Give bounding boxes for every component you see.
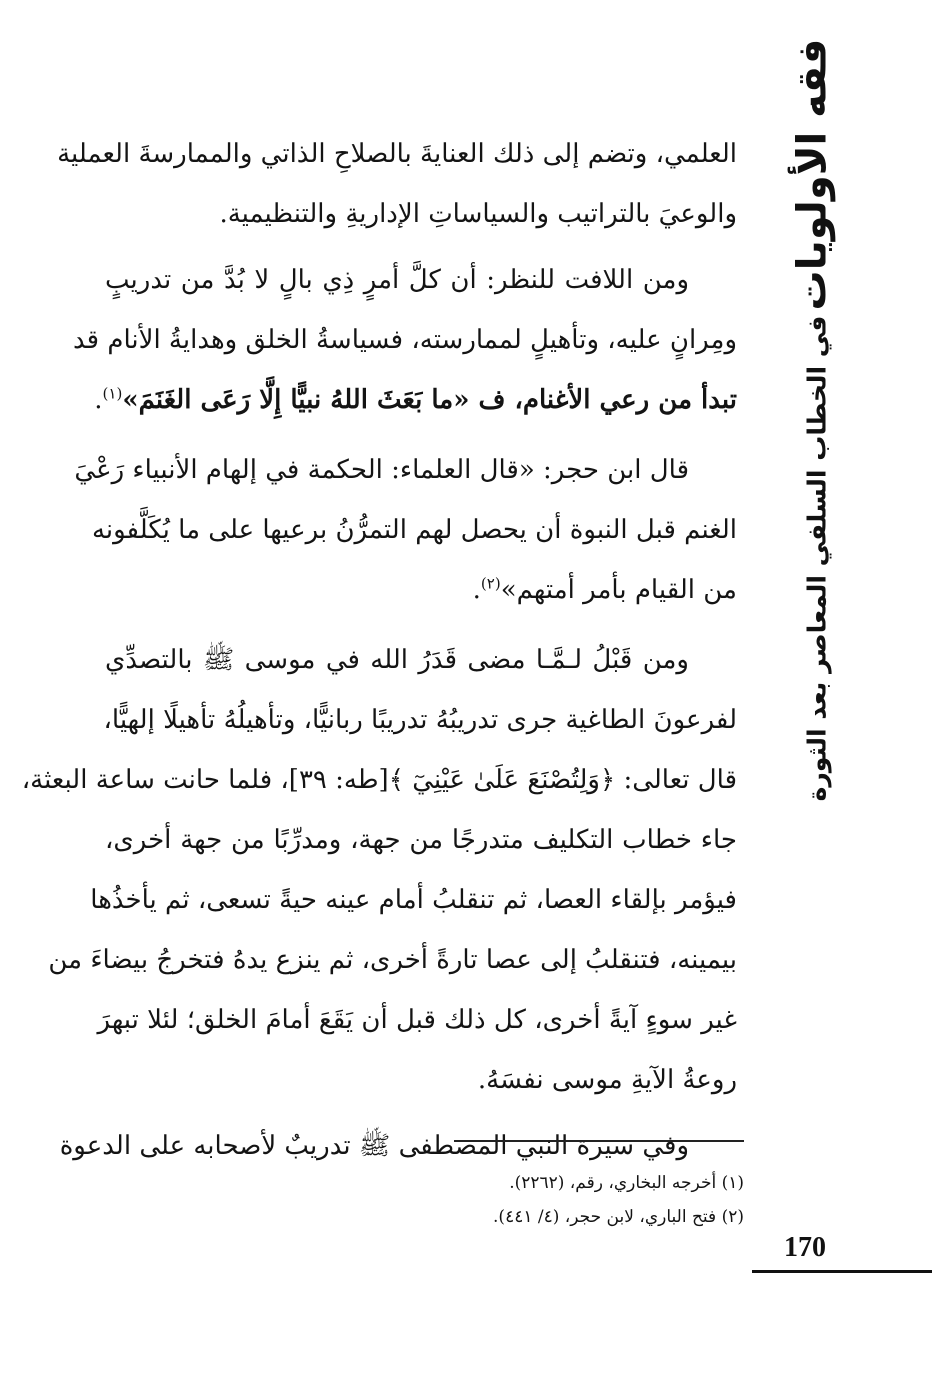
- text-line: بيمينه، فتنقلبُ إلى عصا تارةً أخرى، ثم ينزع يدهُ فتخرجُ بيضاءَ من: [48, 945, 737, 975]
- running-header-text: [789, 39, 835, 802]
- paragraph-start-line: [74, 440, 737, 500]
- text-line: العلمي، وتضم إلى ذلك العنايةَ بالصلاحِ الذاتي والممارسةَ العملية: [57, 139, 737, 169]
- paragraph-start-line: [105, 630, 737, 690]
- text-line: ومن قَبْلُ لـمَّـا مضى قَدَرُ الله في موسى ﷺ بالتصدِّي: [105, 645, 689, 675]
- footnote-divider: [454, 1140, 744, 1142]
- period: .: [94, 385, 103, 415]
- text-line: ومِرانٍ عليه، وتأهيلٍ لممارسته، فسياسةُ الخلق وهدايةُ الأنام قد: [73, 325, 737, 355]
- page-number-rule: [752, 1270, 932, 1273]
- text-line: والوعيَ بالتراتيب والسياساتِ الإداريةِ والتنظيمية.: [219, 199, 737, 229]
- text-line: جاء خطاب التكليف متدرجًا من جهة، ومدرِّبًا من جهة أخرى،: [105, 825, 737, 855]
- book-subtitle: في الخطاب السلفي المعاصر بعد الثورة: [802, 315, 831, 802]
- footnotes: [300, 1166, 744, 1234]
- text-line: فيؤمر بإلقاء العصا، ثم تنقلبُ أمام عينه حيةً تسعى، ثم يأخذُها: [90, 885, 737, 915]
- text-line: روعةُ الآيةِ موسى نفسَهُ.: [477, 1065, 737, 1095]
- text-line: وفي سيرة النبي المصطفى ﷺ تدريبٌ لأصحابه على الدعوة: [59, 1131, 689, 1161]
- book-title: فقه الأولويات: [789, 38, 835, 311]
- footnote-1: (١) أخرجه البخاري، رقم، (٢٢٦٢).: [509, 1173, 744, 1193]
- text-line: قال ابن حجر: «قال العلماء: الحكمة في إلهام الأنبياء رَعْيَ: [74, 455, 689, 485]
- running-header: [768, 38, 856, 802]
- text-line: غير سوءٍ آيةً أخرى، كل ذلك قبل أن يَقَعَ أمامَ الخلق؛ لئلا تبهرَ: [97, 1005, 737, 1035]
- paragraph-start-line: [105, 250, 737, 310]
- footnote-marker-1: (١): [102, 384, 123, 403]
- footnote-2: (٢) فتح الباري، لابن حجر، (٤/ ٤٤١).: [493, 1207, 744, 1227]
- text-line: الغنم قبل النبوة أن يحصل لهم التمرُّنُ برعيها على ما يُكَلَّفونه: [91, 515, 737, 545]
- hadith-line: [94, 370, 737, 430]
- page-number: 170: [784, 1232, 826, 1263]
- text-line: ومن اللافت للنظر: أن كلَّ أمرٍ ذِي بالٍ لا بُدَّ من تدريبٍ: [105, 265, 689, 295]
- footnote-marker-2: (٢): [480, 574, 501, 593]
- main-text: [21, 124, 737, 1176]
- quran-line: قال تعالى: ﴿وَلِتُصْنَعَ عَلَىٰ عَيْنِيٓ ﴾[طه: ٣٩]، فلما حانت ساعة البعثة،: [21, 765, 737, 795]
- text-line: لفرعونَ الطاغية جرى تدريبُهُ تدريبًا ربانيًّا، وتأهيلُهُ تأهيلًا إلهيًّا،: [103, 705, 737, 735]
- quote-end-line: [105, 560, 737, 620]
- period: .: [472, 575, 481, 605]
- hadith-text: تبدأ من رعي الأغنام، ف «ما بَعَثَ اللهُ نبيًّا إِلَّا رَعَى الغَنَمَ»: [122, 385, 737, 415]
- text-line: من القيام بأمر أمتهم»: [500, 575, 737, 605]
